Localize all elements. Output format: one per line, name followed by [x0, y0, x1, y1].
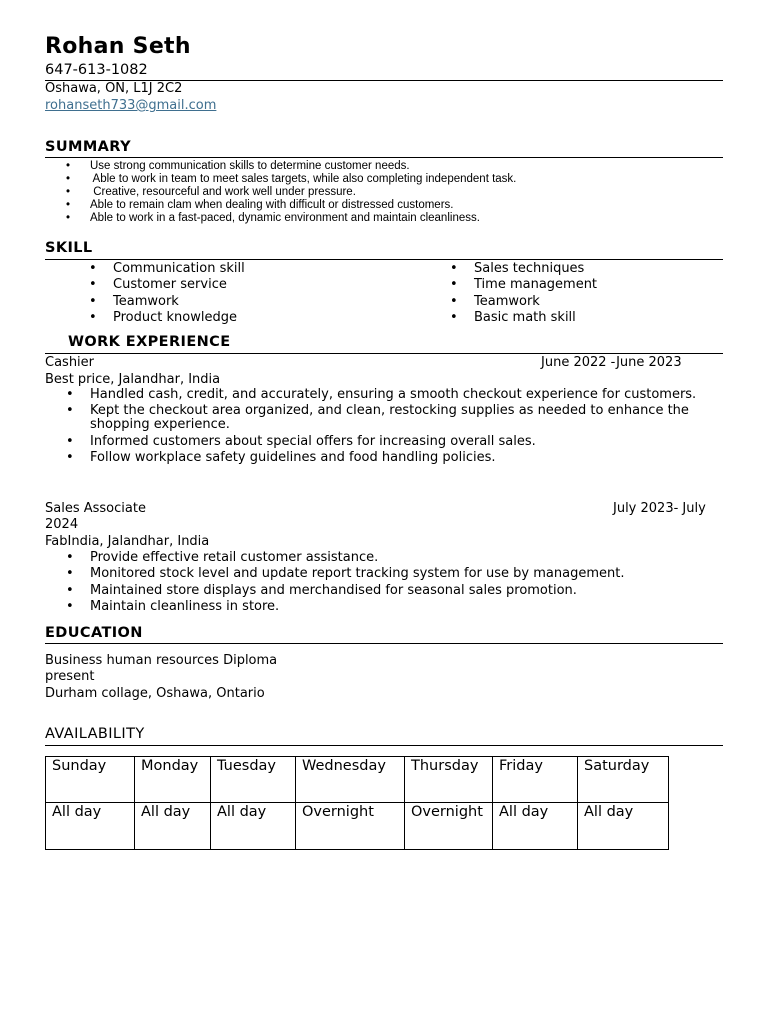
skill-list-left: [89, 261, 245, 326]
availability-cell: All day: [578, 803, 669, 850]
work-experience-divider: [45, 353, 723, 354]
skill-item: • Basic math skill: [450, 310, 597, 326]
availability-cell: Overnight: [405, 803, 493, 850]
job-title: Sales Associate: [45, 501, 146, 516]
availability-cell: All day: [46, 803, 135, 850]
skill-item: • Customer service: [89, 277, 245, 293]
address: Oshawa, ON, L1J 2C2: [45, 81, 183, 96]
summary-item: • Able to work in team to meet sales targets, while also completing independent task.: [66, 173, 516, 186]
day-cell: Sunday: [46, 757, 135, 803]
summary-item: • Use strong communication skills to determine customer needs.: [66, 160, 516, 173]
availability-cell: All day: [135, 803, 211, 850]
job-dates: July 2023- July: [613, 501, 706, 516]
email-link[interactable]: rohanseth733@gmail.com: [45, 98, 217, 113]
availability-cell: All day: [211, 803, 296, 850]
summary-item: • Creative, resourceful and work well under pressure.: [66, 186, 516, 199]
duty-item: • Provide effective retail customer assistance.: [66, 551, 746, 565]
job-duties: [66, 551, 746, 617]
job-title: Cashier: [45, 355, 95, 370]
skill-item: • Teamwork: [89, 294, 245, 310]
education-heading: EDUCATION: [45, 625, 143, 641]
job-dates-continued: 2024: [45, 517, 79, 532]
duty-item: • Follow workplace safety guidelines and food handling policies.: [66, 451, 726, 465]
availability-divider: [45, 745, 723, 746]
skill-item: • Product knowledge: [89, 310, 245, 326]
job-dates: June 2022 -June 2023: [541, 355, 682, 370]
availability-days-row: [46, 757, 669, 803]
day-cell: Saturday: [578, 757, 669, 803]
education-school: Durham collage, Oshawa, Ontario: [45, 686, 265, 701]
skill-list-right: [450, 261, 597, 326]
day-cell: Friday: [493, 757, 578, 803]
duty-item: • Informed customers about special offers for increasing overall sales.: [66, 435, 726, 449]
duty-item: • Monitored stock level and update report tracking system for use by management.: [66, 567, 746, 581]
summary-item: • Able to remain clam when dealing with difficult or distressed customers.: [66, 199, 516, 212]
availability-table: [45, 756, 669, 850]
availability-cell: Overnight: [296, 803, 405, 850]
summary-list: [66, 160, 516, 225]
availability-cell: All day: [493, 803, 578, 850]
availability-heading: AVAILABILITY: [45, 726, 145, 742]
phone-number: 647-613-1082: [45, 62, 148, 78]
day-cell: Monday: [135, 757, 211, 803]
education-status: present: [45, 669, 95, 684]
day-cell: Wednesday: [296, 757, 405, 803]
job-employer: FabIndia, Jalandhar, India: [45, 534, 210, 549]
job-duties: [66, 388, 726, 468]
duty-item: • Handled cash, credit, and accurately, ensuring a smooth checkout experience for customers.: [66, 388, 726, 402]
skill-item: • Communication skill: [89, 261, 245, 277]
skill-heading: SKILL: [45, 240, 93, 256]
job-employer: Best price, Jalandhar, India: [45, 372, 221, 387]
skill-item: • Sales techniques: [450, 261, 597, 277]
candidate-name: Rohan Seth: [45, 34, 191, 59]
summary-divider: [45, 157, 723, 158]
summary-heading: SUMMARY: [45, 139, 131, 155]
summary-item: • Able to work in a fast-paced, dynamic environment and maintain cleanliness.: [66, 212, 516, 225]
day-cell: Thursday: [405, 757, 493, 803]
education-program: Business human resources Diploma: [45, 653, 278, 668]
skill-item: • Time management: [450, 277, 597, 293]
skill-item: • Teamwork: [450, 294, 597, 310]
duty-item: • Kept the checkout area organized, and clean, restocking supplies as needed to enhance the shopping experience.: [66, 404, 726, 432]
availability-values-row: [46, 803, 669, 850]
duty-item: • Maintained store displays and merchandised for seasonal sales promotion.: [66, 584, 746, 598]
education-divider: [45, 643, 723, 644]
day-cell: Tuesday: [211, 757, 296, 803]
work-experience-heading: WORK EXPERIENCE: [68, 334, 231, 350]
duty-item: • Maintain cleanliness in store.: [66, 600, 746, 614]
skill-divider: [45, 259, 723, 260]
